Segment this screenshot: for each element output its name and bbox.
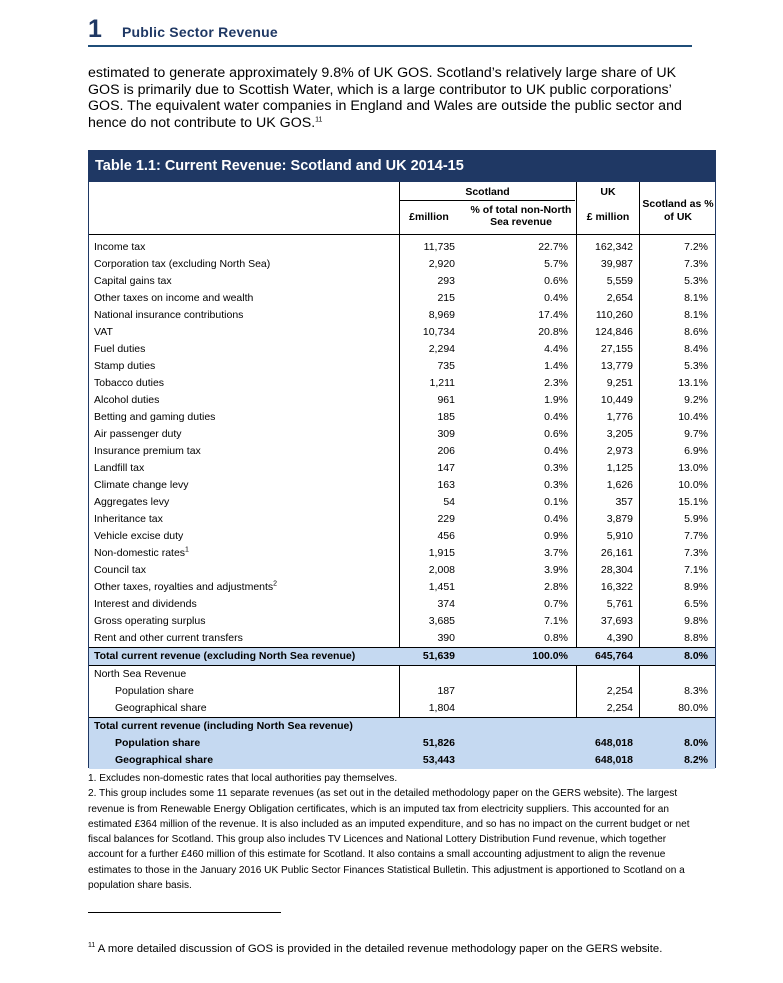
row-label (94, 307, 243, 324)
scotland-pct-total: 0.4% (544, 445, 568, 457)
scotland-gbp-million: 1,915 (428, 547, 455, 559)
scotland-pct-total: 0.6% (544, 428, 568, 440)
uk-gbp-million: 162,342 (595, 241, 633, 253)
row-label-text: Air passenger duty (94, 428, 182, 440)
row-label (94, 290, 253, 307)
scotland-pct-total: 1.9% (544, 394, 568, 406)
table-row (89, 494, 715, 511)
row-label-text: Geographical share (115, 754, 214, 766)
total-excl-north-sea-row (89, 648, 715, 665)
table-row (89, 358, 715, 375)
row-label-text: Income tax (94, 241, 146, 253)
scotland-pct-uk: 7.7% (684, 530, 708, 542)
scotland-pct-uk: 8.2% (684, 754, 708, 766)
row-label-text: Tobacco duties (94, 377, 165, 389)
scotland-gbp-million: 10,734 (422, 326, 455, 338)
row-label (94, 358, 155, 375)
uk-gbp-million: 110,260 (595, 309, 633, 321)
row-label (94, 324, 113, 341)
scotland-pct-total: 0.4% (544, 411, 568, 423)
intro-paragraph (88, 65, 698, 131)
uk-gbp-million: 648,018 (595, 737, 633, 749)
row-label (94, 392, 159, 409)
scotland-gbp-million: 206 (437, 445, 455, 457)
scotland-pct-total: 3.9% (544, 564, 568, 576)
scotland-pct-uk: 7.2% (684, 241, 708, 253)
row-label (94, 630, 243, 647)
table-title: Table 1.1: Current Revenue: Scotland and UK 2014-15 (89, 151, 715, 182)
row-label (94, 579, 277, 596)
table-row (89, 443, 715, 460)
uk-gbp-million: 27,155 (600, 343, 633, 355)
scotland-pct-total: 7.1% (544, 615, 568, 627)
table-row (89, 613, 715, 630)
header-uk: UK (600, 186, 616, 198)
table-row (89, 545, 715, 562)
scotland-gbp-million: 53,443 (422, 754, 455, 766)
page-header (88, 15, 692, 47)
row-label (94, 409, 215, 426)
table-row (89, 562, 715, 579)
table-row (89, 290, 715, 307)
scotland-gbp-million: 390 (437, 632, 455, 644)
uk-gbp-million: 5,910 (606, 530, 633, 542)
row-label (115, 735, 200, 752)
uk-gbp-million: 16,322 (600, 581, 633, 593)
scotland-gbp-million: 229 (437, 513, 455, 525)
row-label-text: Interest and dividends (94, 598, 197, 610)
total-incl-north-sea-heading-row (89, 718, 715, 735)
row-label (94, 718, 353, 735)
footnote (88, 942, 692, 957)
scotland-pct-total: 0.6% (544, 275, 568, 287)
scotland-pct-total: 2.3% (544, 377, 568, 389)
scotland-pct-uk: 10.4% (678, 411, 708, 423)
scotland-pct-total: 4.4% (544, 343, 568, 355)
footnote-divider (88, 912, 281, 913)
row-label (94, 648, 355, 665)
header-scotland-pct-uk: Scotland as % of UK (642, 198, 714, 223)
row-label-text: Population share (115, 685, 194, 697)
scotland-pct-total: 3.7% (544, 547, 568, 559)
uk-gbp-million: 357 (615, 496, 633, 508)
chapter-number: 1 (88, 15, 102, 43)
scotland-pct-uk: 8.1% (684, 309, 708, 321)
scotland-pct-total: 100.0% (532, 650, 568, 662)
scotland-pct-total: 0.7% (544, 598, 568, 610)
scotland-pct-uk: 9.2% (684, 394, 708, 406)
scotland-pct-uk: 8.6% (684, 326, 708, 338)
row-label-text: Rent and other current transfers (94, 632, 243, 644)
row-label-text: Inheritance tax (94, 513, 163, 525)
scotland-pct-total: 2.8% (544, 581, 568, 593)
scotland-pct-uk: 8.1% (684, 292, 708, 304)
row-label-text: North Sea Revenue (94, 668, 187, 680)
row-label (94, 239, 145, 256)
scotland-pct-total: 0.8% (544, 632, 568, 644)
scotland-pct-uk: 13.0% (678, 462, 708, 474)
intro-text: estimated to generate approximately 9.8% of UK GOS. Scotland’s relatively large share of UK GOS is primarily due to Scottish Water, which is a large contributor to UK public corporations’ GOS. The equivalent water companies in England and Wales are outside the public sector and hence do not contribute to UK GOS. (88, 65, 682, 131)
scotland-pct-uk: 5.3% (684, 360, 708, 372)
table-row (89, 239, 715, 256)
uk-gbp-million: 3,205 (606, 428, 633, 440)
total-incl-population-row (89, 735, 715, 752)
row-label-text: Total current revenue (excluding North Sea revenue) (94, 650, 356, 662)
scotland-pct-uk: 5.3% (684, 275, 708, 287)
scotland-pct-total: 0.3% (544, 479, 568, 491)
table-row (89, 511, 715, 528)
uk-gbp-million: 26,161 (600, 547, 633, 559)
scotland-pct-total: 22.7% (538, 241, 568, 253)
scotland-gbp-million: 147 (437, 462, 455, 474)
row-label (94, 562, 146, 579)
scotland-pct-uk: 15.1% (678, 496, 708, 508)
scotland-pct-uk: 7.3% (684, 547, 708, 559)
uk-gbp-million: 645,764 (595, 650, 633, 662)
table-row (89, 307, 715, 324)
revenue-table (88, 150, 716, 768)
row-label-text: Total current revenue (including North Sea revenue) (94, 720, 353, 732)
table-row (89, 341, 715, 358)
scotland-gbp-million: 735 (437, 360, 455, 372)
row-label (115, 700, 207, 717)
footnote-text: A more detailed discussion of GOS is provided in the detailed revenue methodology paper on the GERS website. (95, 943, 663, 955)
scotland-pct-total: 5.7% (544, 258, 568, 270)
scotland-gbp-million: 51,639 (422, 650, 455, 662)
table-header (89, 182, 715, 235)
table-row (89, 426, 715, 443)
scotland-gbp-million: 163 (437, 479, 455, 491)
uk-gbp-million: 648,018 (595, 754, 633, 766)
row-label (94, 494, 169, 511)
row-label (94, 545, 189, 562)
scotland-gbp-million: 2,008 (428, 564, 455, 576)
row-label-text: Gross operating surplus (94, 615, 206, 627)
row-label (115, 752, 213, 769)
scotland-gbp-million: 2,294 (428, 343, 455, 355)
scotland-gbp-million: 293 (437, 275, 455, 287)
uk-gbp-million: 1,125 (606, 462, 633, 474)
row-label (94, 460, 144, 477)
uk-gbp-million: 5,559 (606, 275, 633, 287)
row-label-text: Alcohol duties (94, 394, 160, 406)
scotland-pct-uk: 8.0% (684, 737, 708, 749)
header-uk-gbp-million: £ million (586, 211, 630, 223)
uk-gbp-million: 2,254 (606, 685, 633, 697)
north-sea-geographical-row (89, 700, 715, 717)
scotland-pct-total: 17.4% (538, 309, 568, 321)
row-label (94, 426, 182, 443)
row-label-text: Fuel duties (94, 343, 146, 355)
uk-gbp-million: 4,390 (606, 632, 633, 644)
table-notes (88, 771, 698, 893)
table-row (89, 409, 715, 426)
scotland-pct-uk: 6.9% (684, 445, 708, 457)
table-row (89, 528, 715, 545)
scotland-gbp-million: 2,920 (428, 258, 455, 270)
table-row (89, 375, 715, 392)
scotland-pct-uk: 13.1% (678, 377, 708, 389)
row-label (94, 596, 197, 613)
uk-gbp-million: 28,304 (600, 564, 633, 576)
scotland-pct-total: 0.3% (544, 462, 568, 474)
uk-gbp-million: 1,626 (606, 479, 633, 491)
table-row (89, 392, 715, 409)
scotland-pct-total: 0.1% (544, 496, 568, 508)
scotland-gbp-million: 309 (437, 428, 455, 440)
scotland-gbp-million: 185 (437, 411, 455, 423)
row-label (94, 341, 145, 358)
row-label (94, 443, 201, 460)
table-row (89, 579, 715, 596)
scotland-gbp-million: 1,211 (429, 377, 455, 389)
uk-gbp-million: 39,987 (600, 258, 633, 270)
uk-gbp-million: 2,254 (606, 702, 633, 714)
row-label (94, 666, 186, 683)
footnote-ref[interactable]: 11 (315, 116, 323, 124)
scotland-pct-total: 20.8% (538, 326, 568, 338)
row-label (94, 273, 172, 290)
scotland-pct-uk: 7.1% (684, 564, 708, 576)
row-label-text: Betting and gaming duties (94, 411, 216, 423)
row-label-text: National insurance contributions (94, 309, 244, 321)
uk-gbp-million: 13,779 (600, 360, 633, 372)
scotland-pct-uk: 7.3% (684, 258, 708, 270)
scotland-pct-total: 0.4% (544, 292, 568, 304)
row-label-text: Council tax (94, 564, 146, 576)
scotland-gbp-million: 456 (437, 530, 455, 542)
row-label (94, 528, 183, 545)
table-row (89, 460, 715, 477)
header-pct-total: % of total non-North Sea revenue (470, 204, 572, 228)
row-label-text: Stamp duties (94, 360, 156, 372)
row-label-text: Landfill tax (94, 462, 145, 474)
scotland-pct-uk: 8.0% (684, 650, 708, 662)
scotland-pct-total: 1.4% (544, 360, 568, 372)
uk-gbp-million: 10,449 (600, 394, 633, 406)
scotland-gbp-million: 1,451 (428, 581, 455, 593)
total-incl-geographical-row (89, 752, 715, 769)
header-gbp-million: £million (409, 211, 449, 223)
uk-gbp-million: 9,251 (606, 377, 633, 389)
uk-gbp-million: 5,761 (606, 598, 633, 610)
north-sea-population-row (89, 683, 715, 700)
row-label (94, 375, 164, 392)
scotland-gbp-million: 8,969 (428, 309, 455, 321)
uk-gbp-million: 3,879 (606, 513, 633, 525)
scotland-pct-uk: 80.0% (678, 702, 708, 714)
scotland-pct-uk: 9.8% (684, 615, 708, 627)
row-label-text: Vehicle excise duty (94, 530, 184, 542)
scotland-pct-total: 0.4% (544, 513, 568, 525)
table-row (89, 324, 715, 341)
row-label (94, 511, 163, 528)
scotland-gbp-million: 1,804 (428, 702, 455, 714)
table-row (89, 477, 715, 494)
north-sea-heading-row (89, 666, 715, 683)
scotland-pct-uk: 5.9% (684, 513, 708, 525)
row-label-text: Insurance premium tax (94, 445, 201, 457)
uk-gbp-million: 2,973 (606, 445, 633, 457)
scotland-gbp-million: 215 (437, 292, 455, 304)
uk-gbp-million: 124,846 (595, 326, 633, 338)
row-label (94, 256, 270, 273)
row-label-text: Corporation tax (excluding North Sea) (94, 258, 271, 270)
row-label-text: Climate change levy (94, 479, 189, 491)
row-label-text: Other taxes, royalties and adjustments (94, 581, 274, 593)
note-1: 1. Excludes non-domestic rates that local authorities pay themselves. (88, 773, 398, 784)
scotland-gbp-million: 3,685 (428, 615, 455, 627)
row-label (94, 477, 189, 494)
row-label-text: Geographical share (115, 702, 207, 714)
row-label-text: Non-domestic rates (94, 547, 186, 559)
scotland-gbp-million: 961 (437, 394, 455, 406)
scotland-gbp-million: 187 (437, 685, 455, 697)
scotland-gbp-million: 51,826 (422, 737, 455, 749)
table-row (89, 596, 715, 613)
table-row (89, 256, 715, 273)
chapter-title: Public Sector Revenue (122, 24, 278, 40)
row-label-text: Capital gains tax (94, 275, 172, 287)
uk-gbp-million: 1,776 (606, 411, 633, 423)
table-body (89, 235, 715, 768)
scotland-pct-uk: 8.4% (684, 343, 708, 355)
scotland-pct-uk: 10.0% (678, 479, 708, 491)
scotland-gbp-million: 374 (437, 598, 455, 610)
scotland-gbp-million: 54 (443, 496, 455, 508)
row-label-footnote: 2 (273, 580, 278, 588)
note-2: 2. This group includes some 11 separate revenues (as set out in the detailed methodology paper on the GERS website). The largest revenue is from Renewable Energy Obligation certificates, which is an imputed tax from electricity suppliers. This accounted for an estimated £364 million of the revenue. It is also included as an imputed expenditure, and so has no impact on the current budget or net fiscal balances for Scotland. This group also includes TV Licences and National Lottery Distribution Fund revenue, which together account for a further £460 million of this estimate for Scotland. It also contains a small accounting adjustment to align the revenue estimates to those in the January 2016 UK Public Sector Finances Statistical Bulletin. This adjustment is apportioned to Scotland on a population share basis. (88, 788, 690, 892)
scotland-pct-uk: 8.8% (684, 632, 708, 644)
footnote-number: 11 (88, 942, 96, 950)
scotland-pct-uk: 8.9% (684, 581, 708, 593)
uk-gbp-million: 2,654 (606, 292, 633, 304)
table-row (89, 630, 715, 647)
uk-gbp-million: 37,693 (600, 615, 633, 627)
scotland-pct-uk: 9.7% (684, 428, 708, 440)
scotland-pct-uk: 8.3% (684, 685, 708, 697)
row-label-text: VAT (94, 326, 113, 338)
scotland-pct-total: 0.9% (544, 530, 568, 542)
row-label-footnote: 1 (185, 546, 189, 554)
header-scotland: Scotland (465, 186, 510, 198)
row-label-text: Population share (115, 737, 201, 749)
row-label-text: Aggregates levy (94, 496, 170, 508)
row-label (115, 683, 194, 700)
row-label (94, 613, 205, 630)
row-label-text: Other taxes on income and wealth (94, 292, 254, 304)
scotland-gbp-million: 11,735 (423, 241, 455, 253)
scotland-pct-uk: 6.5% (684, 598, 708, 610)
table-row (89, 273, 715, 290)
